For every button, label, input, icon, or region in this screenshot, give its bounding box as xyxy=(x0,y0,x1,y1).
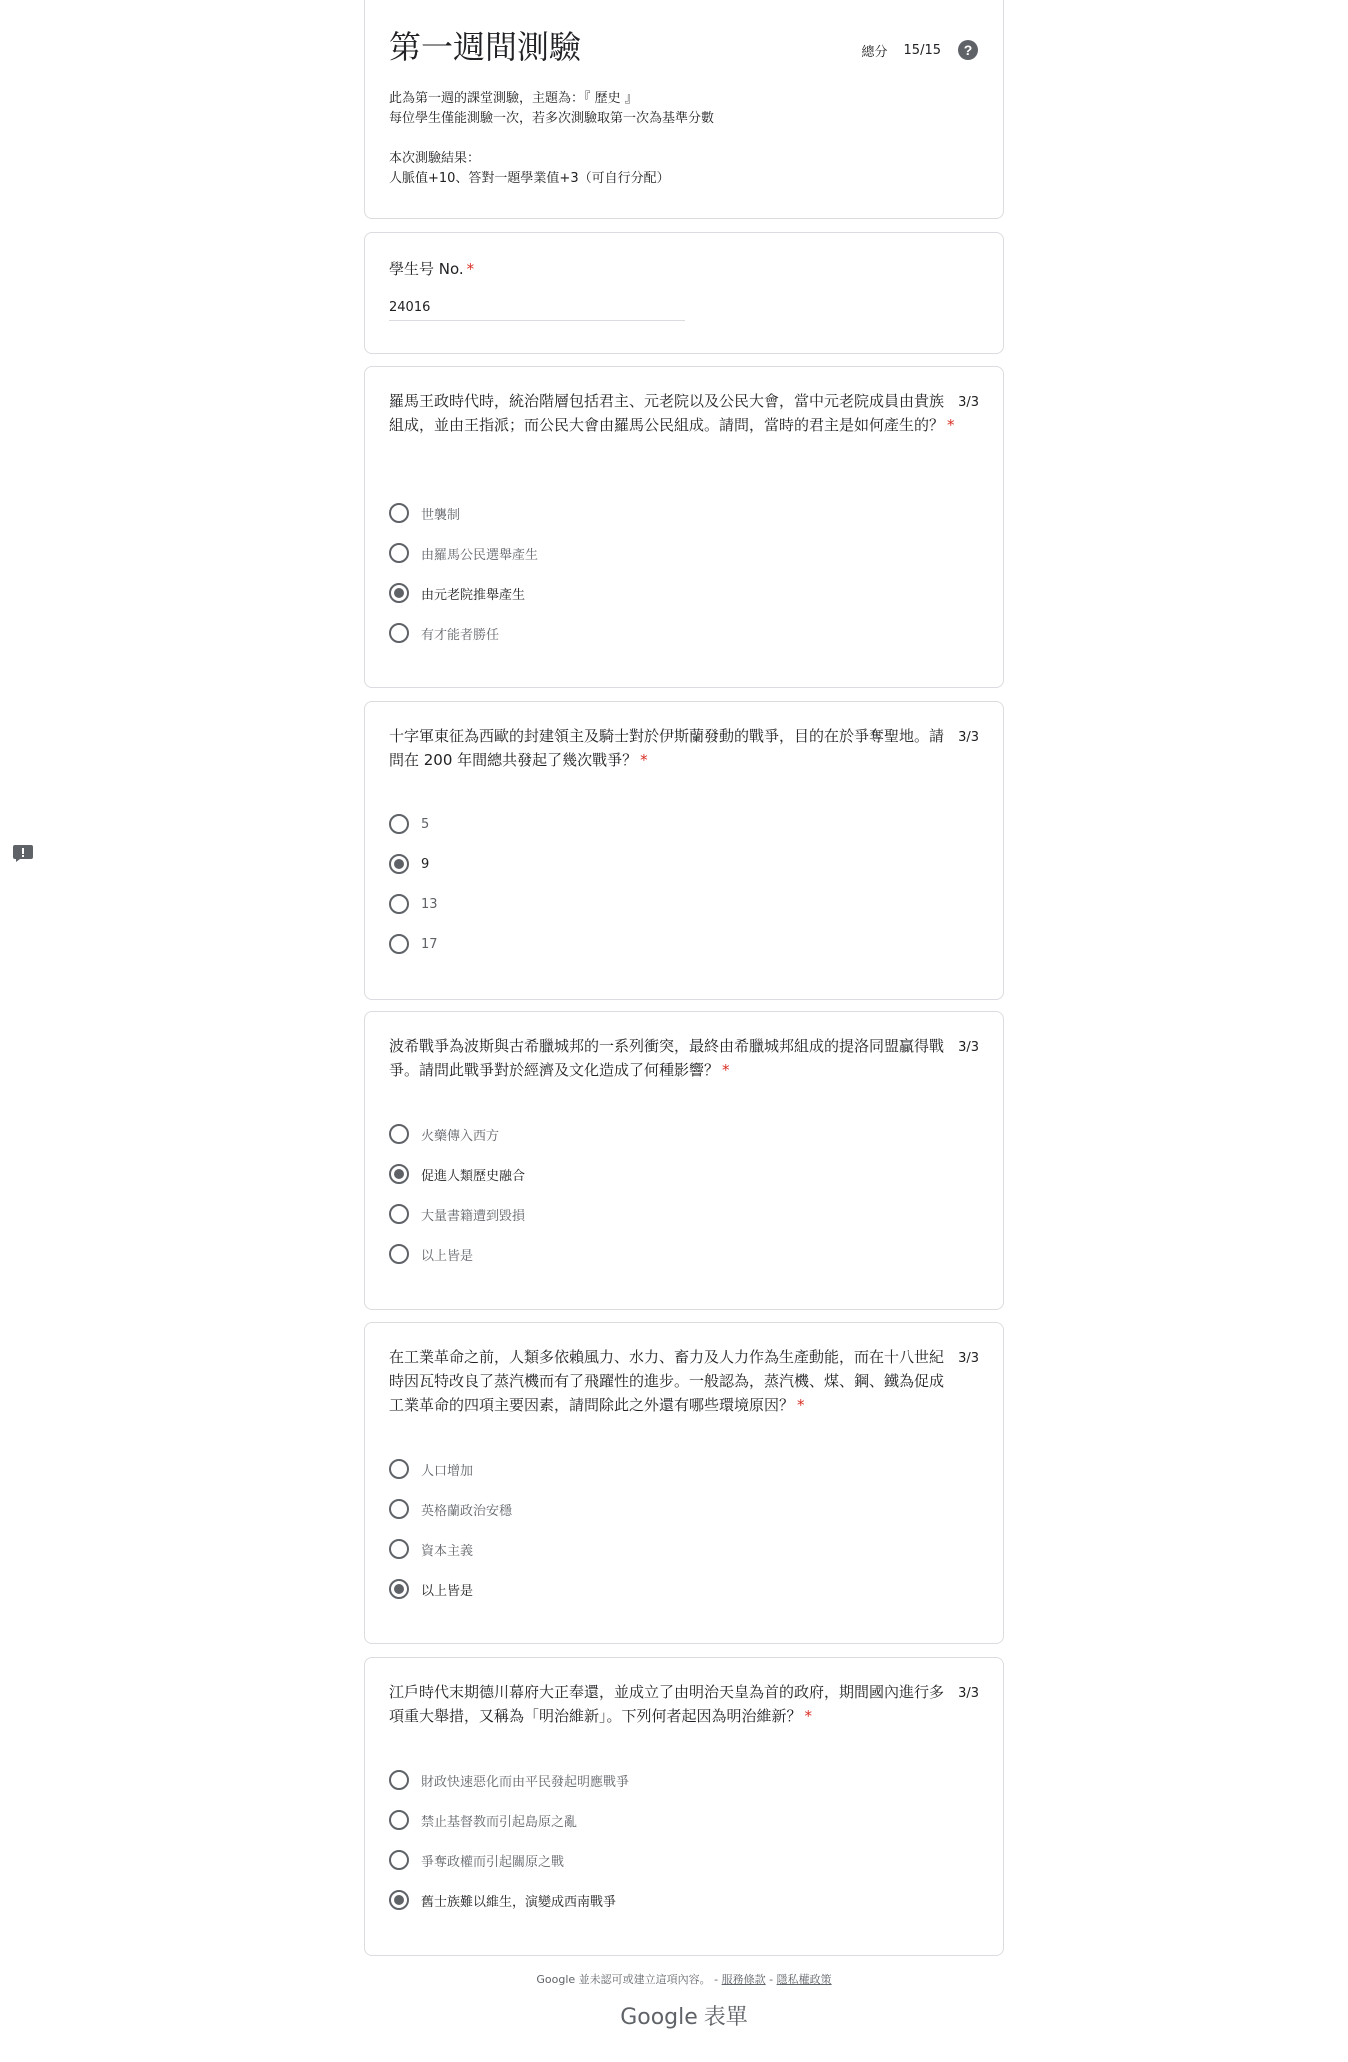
student-number-label xyxy=(389,257,474,281)
option-radio-selected[interactable] xyxy=(389,1569,969,1609)
radio-button[interactable] xyxy=(389,1850,409,1870)
question-points: 3/3 xyxy=(958,730,979,745)
description-line: 人脈值+10、答對一題學業值+3（可自行分配） xyxy=(389,171,670,186)
option-radio[interactable] xyxy=(389,884,969,924)
question-points: 3/3 xyxy=(958,1351,979,1366)
total-score xyxy=(862,39,979,61)
question-points: 3/3 xyxy=(958,395,979,410)
question-card xyxy=(364,701,1004,1000)
option-label: 以上皆是 xyxy=(421,1583,474,1599)
radio-button[interactable] xyxy=(389,1499,409,1519)
radio-button-checked[interactable] xyxy=(389,1890,409,1910)
option-label: 9 xyxy=(421,856,430,872)
option-label: 火藥傳入西方 xyxy=(421,1128,500,1144)
radio-button[interactable] xyxy=(389,503,409,523)
radio-button[interactable] xyxy=(389,1810,409,1830)
options-list xyxy=(389,804,969,964)
option-label: 由元老院推舉產生 xyxy=(421,587,526,603)
brand-product: 表單 xyxy=(703,2005,748,2030)
brand-google: Google xyxy=(620,2005,698,2030)
option-radio[interactable] xyxy=(389,1529,969,1569)
radio-button-checked[interactable] xyxy=(389,1164,409,1184)
option-radio[interactable] xyxy=(389,493,969,533)
question-card xyxy=(364,1657,1004,1956)
description-line: 每位學生僅能測驗一次，若多次測驗取第一次為基準分數 xyxy=(389,111,715,126)
option-label: 5 xyxy=(421,816,430,832)
option-label: 以上皆是 xyxy=(421,1248,474,1264)
svg-text:?: ? xyxy=(963,42,973,58)
score-label: 總分 xyxy=(861,44,888,60)
option-radio[interactable] xyxy=(389,1234,969,1274)
option-label: 英格蘭政治安穩 xyxy=(421,1503,513,1519)
footer-separator: - xyxy=(710,1973,722,1986)
radio-button-checked[interactable] xyxy=(389,1579,409,1599)
footer-disclaimer: Google 並未認可或建立這項內容。 xyxy=(536,1973,711,1986)
question-text xyxy=(389,724,957,772)
radio-button-checked[interactable] xyxy=(389,583,409,603)
question-text xyxy=(389,389,957,437)
help-icon[interactable] xyxy=(957,39,979,61)
radio-button[interactable] xyxy=(389,1459,409,1479)
radio-button[interactable] xyxy=(389,623,409,643)
options-list xyxy=(389,1114,969,1274)
footer-separator: - xyxy=(765,1973,777,1986)
privacy-link[interactable]: 隱私權政策 xyxy=(776,1973,832,1986)
form-header-card xyxy=(364,0,1004,219)
option-radio[interactable] xyxy=(389,1489,969,1529)
radio-button[interactable] xyxy=(389,1204,409,1224)
required-asterisk: * xyxy=(804,1707,813,1725)
description-line: 此為第一週的課堂測驗，主題為：『 歷史 』 xyxy=(389,91,638,106)
option-label: 禁止基督教而引起島原之亂 xyxy=(421,1814,578,1830)
option-radio[interactable] xyxy=(389,1449,969,1489)
radio-button[interactable] xyxy=(389,1244,409,1264)
required-asterisk: * xyxy=(722,1061,730,1079)
option-label: 舊士族難以維生，演變成西南戰爭 xyxy=(421,1894,617,1910)
student-number-answer: 24016 xyxy=(389,296,685,321)
option-label: 大量書籍遭到毀損 xyxy=(421,1208,526,1224)
description-line xyxy=(389,129,979,149)
question-text xyxy=(389,1034,957,1082)
options-list xyxy=(389,1760,969,1920)
question-text xyxy=(389,1680,957,1728)
form-footer xyxy=(364,1971,1004,1987)
option-label: 資本主義 xyxy=(421,1543,474,1559)
radio-button-checked[interactable] xyxy=(389,854,409,874)
option-radio[interactable] xyxy=(389,1800,969,1840)
option-label: 由羅馬公民選舉產生 xyxy=(421,547,539,563)
option-label: 財政快速惡化而由平民發起明應戰爭 xyxy=(421,1774,630,1790)
option-radio[interactable] xyxy=(389,924,969,964)
required-asterisk: * xyxy=(797,1396,805,1414)
question-text-content: 江戶時代末期德川幕府大正奉還，並成立了由明治天皇為首的政府，期間國內進行多項重大舉措，又稱為「明治維新」。下列何者起因為明治維新？ xyxy=(389,1683,945,1725)
form-description xyxy=(389,89,979,189)
option-radio[interactable] xyxy=(389,1760,969,1800)
question-card xyxy=(364,1011,1004,1310)
question-text xyxy=(389,1345,957,1417)
option-radio-selected[interactable] xyxy=(389,844,969,884)
score-value: 15/15 xyxy=(903,42,941,58)
google-forms-logo[interactable] xyxy=(364,2000,1004,2031)
radio-button[interactable] xyxy=(389,1124,409,1144)
option-label: 有才能者勝任 xyxy=(421,627,500,643)
option-label: 促進人類歷史融合 xyxy=(421,1168,526,1184)
terms-link[interactable]: 服務條款 xyxy=(721,1973,766,1986)
student-number-label-text: 學生号 No. xyxy=(389,260,464,278)
option-label: 13 xyxy=(421,896,438,912)
question-points: 3/3 xyxy=(958,1686,979,1701)
question-card xyxy=(364,366,1004,688)
options-list xyxy=(389,493,969,653)
description-line: 本次測驗結果： xyxy=(389,151,481,166)
option-label: 人口增加 xyxy=(421,1463,474,1479)
radio-button[interactable] xyxy=(389,1770,409,1790)
option-radio[interactable] xyxy=(389,1840,969,1880)
question-text-content: 在工業革命之前，人類多依賴風力、水力、畜力及人力作為生產動能，而在十八世紀時因瓦特改良了蒸汽機而有了飛躍性的進步。一般認為，蒸汽機、煤、鋼、鐵為促成工業革命的四項主要因素，請問除此之外還有哪些環境原因？ xyxy=(389,1348,945,1414)
option-radio[interactable] xyxy=(389,533,969,573)
option-radio-selected[interactable] xyxy=(389,1880,969,1920)
question-points: 3/3 xyxy=(958,1040,979,1055)
option-label: 世襲制 xyxy=(421,507,461,523)
required-asterisk: * xyxy=(466,260,475,278)
radio-button[interactable] xyxy=(389,894,409,914)
question-card xyxy=(364,1322,1004,1644)
option-label: 爭奪政權而引起關原之戰 xyxy=(421,1854,565,1870)
option-radio[interactable] xyxy=(389,1114,969,1154)
option-radio[interactable] xyxy=(389,1194,969,1234)
radio-button[interactable] xyxy=(389,543,409,563)
student-number-card xyxy=(364,232,1004,354)
option-radio[interactable] xyxy=(389,613,969,653)
required-asterisk: * xyxy=(640,751,648,769)
report-abuse-icon[interactable] xyxy=(12,843,34,863)
option-radio-selected[interactable] xyxy=(389,1154,969,1194)
option-label: 17 xyxy=(421,936,438,952)
question-text-content: 十字軍東征為西歐的封建領主及騎士對於伊斯蘭發動的戰爭，目的在於爭奪聖地。請問在 200 年間總共發起了幾次戰爭？ xyxy=(389,727,945,769)
form-title: 第一週間測驗 xyxy=(389,28,582,66)
option-radio-selected[interactable] xyxy=(389,573,969,613)
question-text-content: 波希戰爭為波斯與古希臘城邦的一系列衝突，最終由希臘城邦組成的提洛同盟贏得戰爭。請問此戰爭對於經濟及文化造成了何種影響？ xyxy=(389,1037,945,1079)
radio-button[interactable] xyxy=(389,1539,409,1559)
required-asterisk: * xyxy=(947,416,955,434)
question-text-content: 羅馬王政時代時，統治階層包括君主、元老院以及公民大會，當中元老院成員由貴族組成，並由王指派；而公民大會由羅馬公民組成。請問，當時的君主是如何產生的？ xyxy=(389,392,945,434)
radio-button[interactable] xyxy=(389,814,409,834)
radio-button[interactable] xyxy=(389,934,409,954)
options-list xyxy=(389,1449,969,1609)
option-radio[interactable] xyxy=(389,804,969,844)
